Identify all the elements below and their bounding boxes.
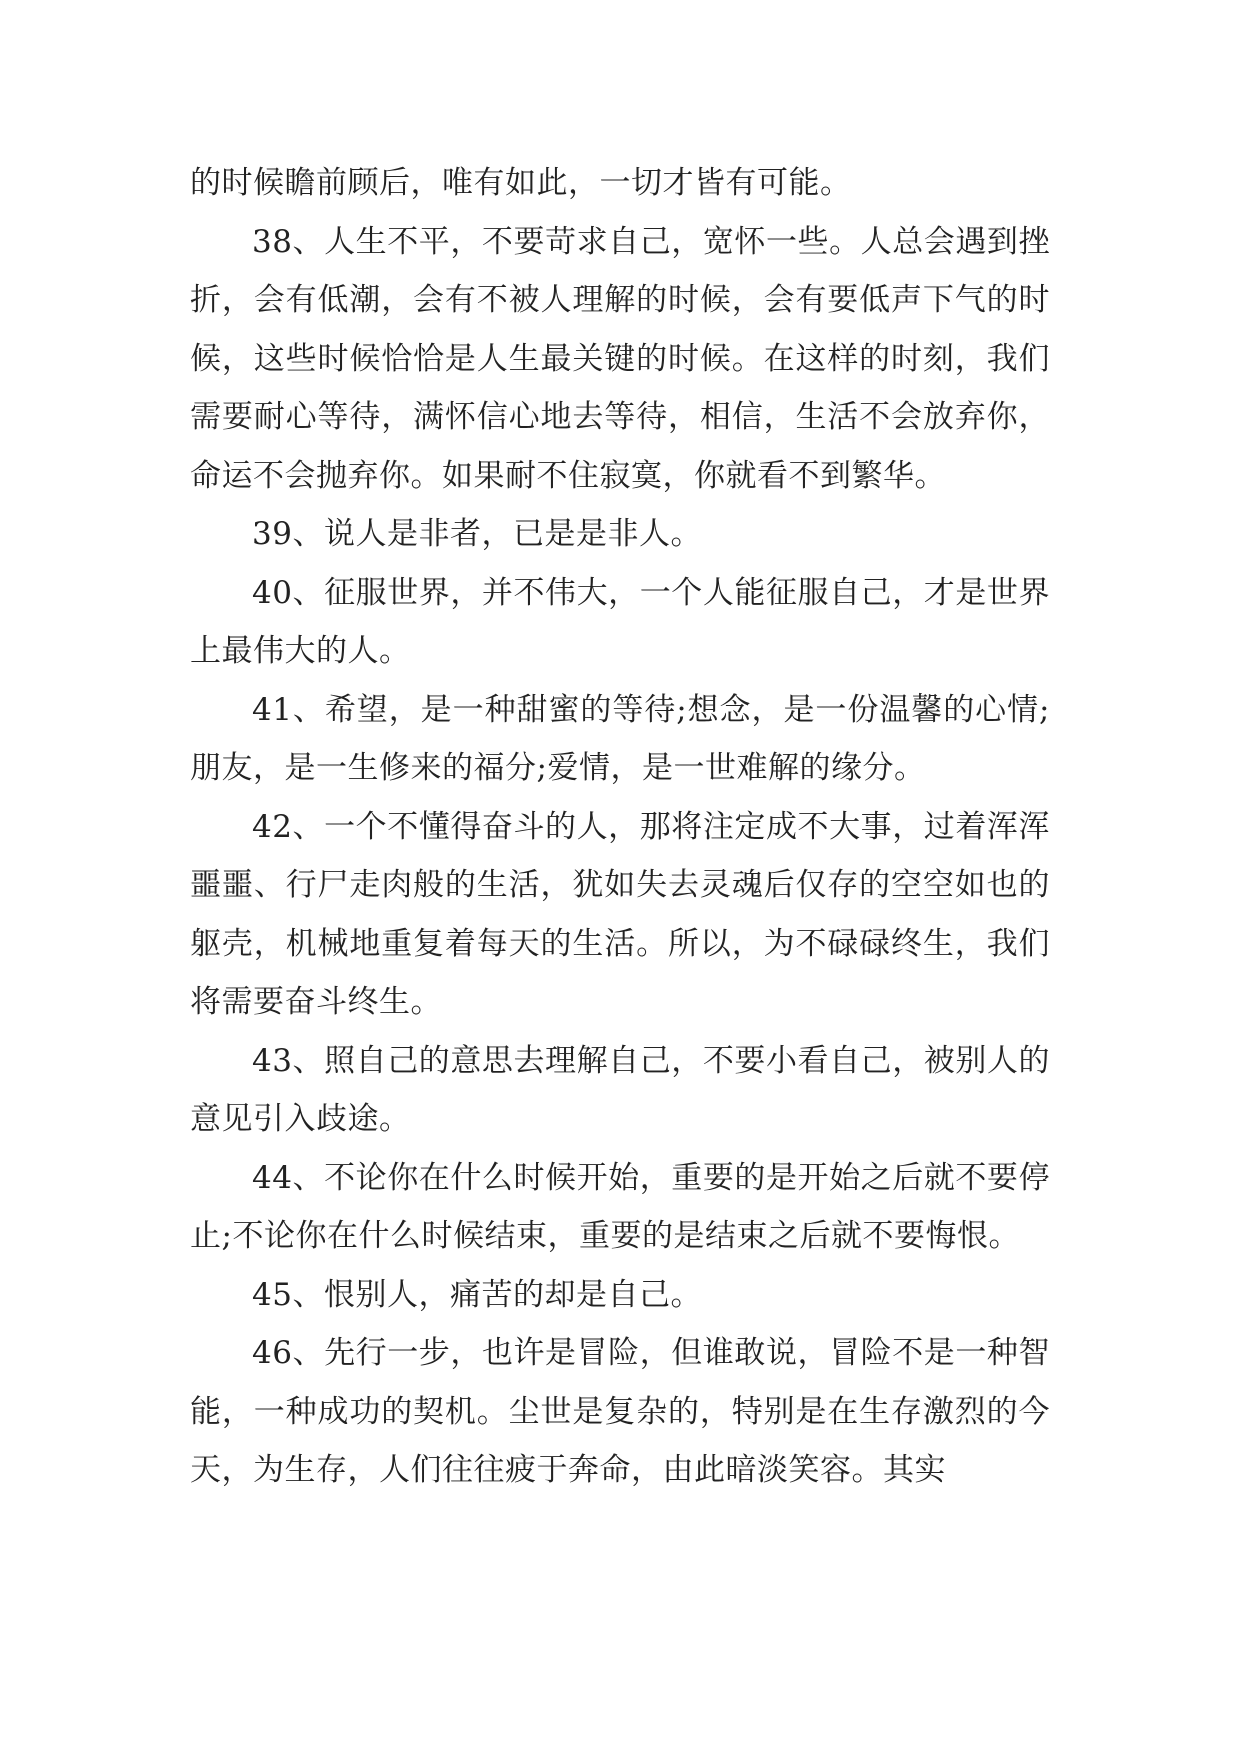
document-page [190,154,1050,1500]
paragraph-42: 42、一个不懂得奋斗的人，那将注定成不大事，过着浑浑噩噩、行尸走肉般的生活，犹如失去灵魂后仅存的空空如也的躯壳，机械地重复着每天的生活。所以，为不碌碌终生，我们将需要奋斗终生。 [190,808,1050,1020]
paragraph-45: 45、恨别人，痛苦的却是自己。 [252,1276,702,1313]
paragraph-38: 38、人生不平，不要苛求自己，宽怀一些。人总会遇到挫折，会有低潮，会有不被人理解的时候，会有要低声下气的时候，这些时候恰恰是人生最关键的时候。在这样的时刻，我们需要耐心等待，满怀信心地去等待，相信，生活不会放弃你，命运不会抛弃你。如果耐不住寂寞，你就看不到繁华。 [190,223,1050,494]
paragraph-continuation: 的时候瞻前顾后，唯有如此，一切才皆有可能。 [190,165,852,201]
paragraph-39: 39、说人是非者，已是是非人。 [252,516,702,552]
paragraph-46: 46、先行一步，也许是冒险，但谁敢说，冒险不是一种智能，一种成功的契机。尘世是复杂的，特别是在生存激烈的今天，为生存，人们往往疲于奔命，由此暗淡笑容。其实 [190,1335,1050,1488]
paragraph-44: 44、不论你在什么时候开始，重要的是开始之后就不要停止;不论你在什么时候结束，重要的是结束之后就不要悔恨。 [190,1159,1050,1254]
paragraph-43: 43、照自己的意思去理解自己，不要小看自己，被别人的意见引入歧途。 [190,1042,1050,1137]
paragraph-41: 41、希望，是一种甜蜜的等待;想念，是一份温馨的心情;朋友，是一生修来的福分;爱情，是一世难解的缘分。 [190,691,1050,786]
paragraph-40: 40、征服世界，并不伟大，一个人能征服自己，才是世界上最伟大的人。 [190,574,1050,669]
